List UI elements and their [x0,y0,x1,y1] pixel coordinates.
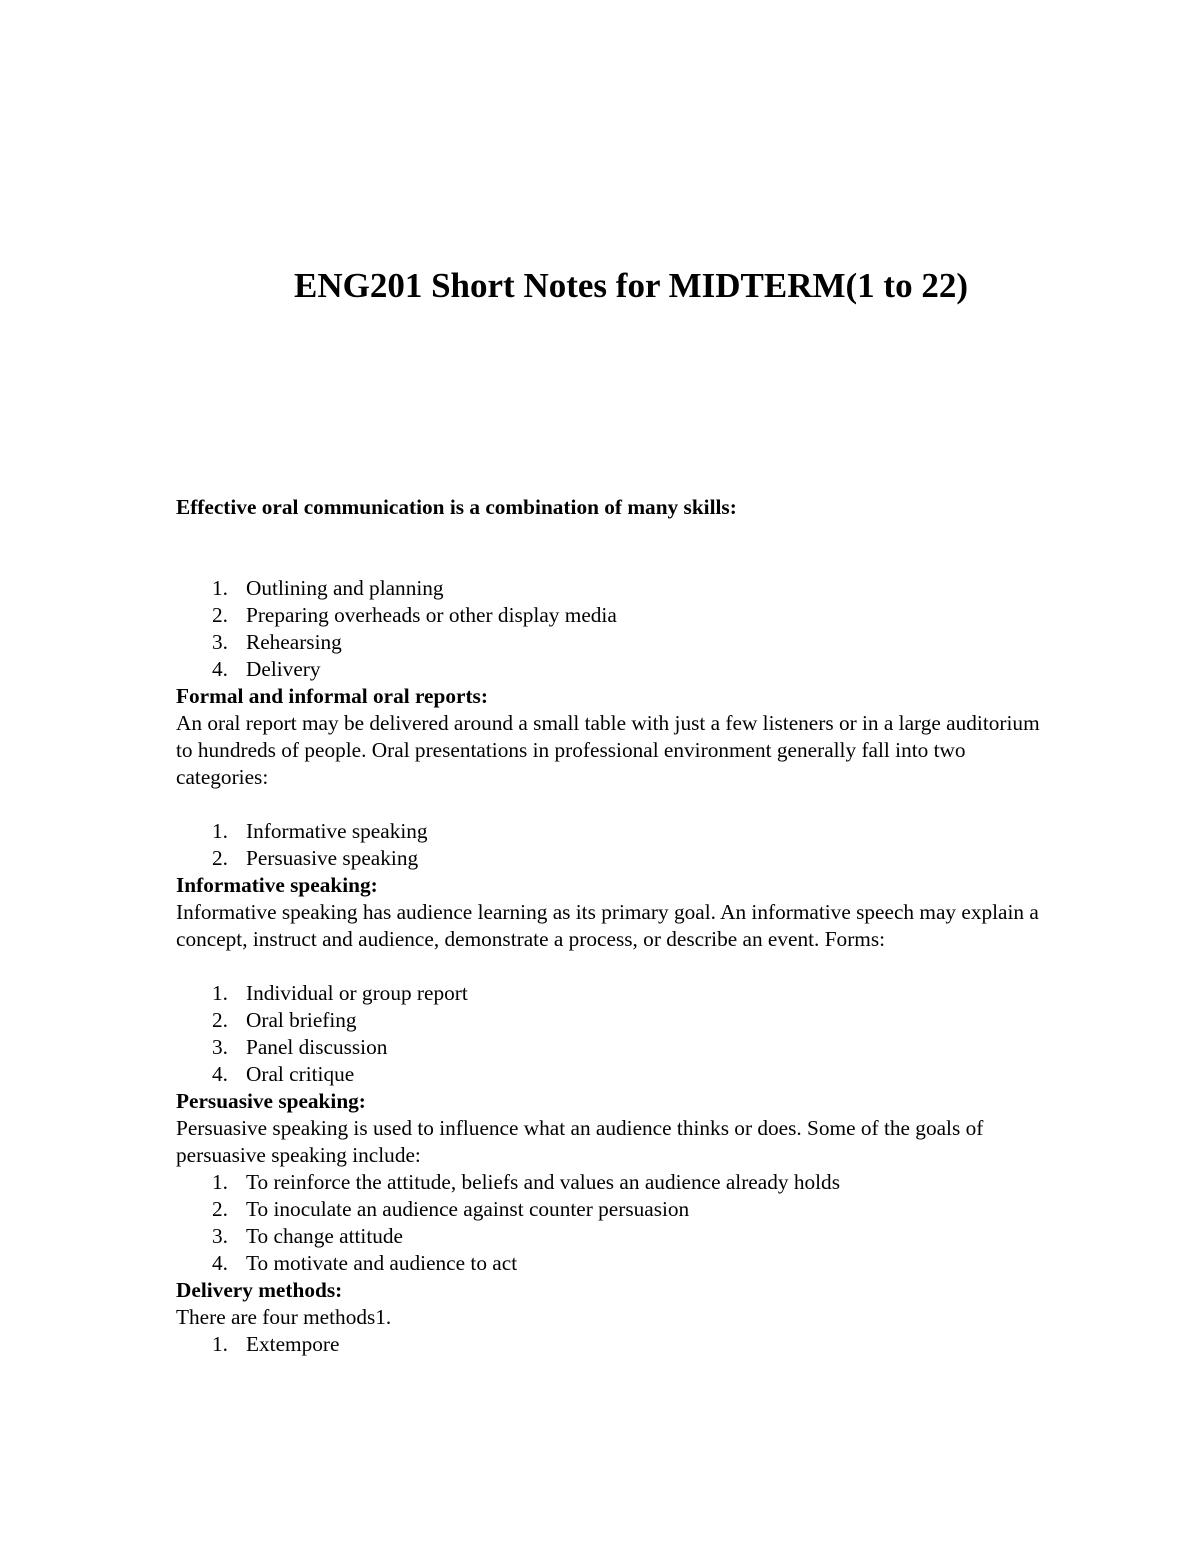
list-item-text: Outlining and planning [246,576,444,600]
list-item [176,980,1056,1007]
section-paragraph-persuasive: Persuasive speaking is used to influence what an audience thinks or does. Some of the goals of persuasive speaking include: [176,1116,984,1167]
list-item-text: Oral briefing [246,1008,357,1032]
section-heading-persuasive: Persuasive speaking: [176,1089,366,1113]
list-item [176,1331,1056,1358]
list-number: 4. [212,657,228,681]
list-item [176,845,1056,872]
list-item-text: To change attitude [246,1224,403,1248]
list-number: 2. [212,1197,228,1221]
list-item [176,1196,1056,1223]
goals-list [176,1169,1056,1277]
list-item-text: Informative speaking [246,819,428,843]
section-heading-informative: Informative speaking: [176,873,378,897]
list-item [176,818,1056,845]
section-heading-delivery: Delivery methods: [176,1278,343,1302]
forms-list [176,980,1056,1088]
list-item [176,1034,1056,1061]
list-item [176,1223,1056,1250]
list-number: 1. [212,1332,228,1356]
list-item [176,629,1056,656]
list-item [176,656,1056,683]
section-paragraph-informative: Informative speaking has audience learning as its primary goal. An informative speech may explain a concept, instruct and audience, demonstrate a process, or describe an event. Forms: [176,900,1039,951]
list-item-text: Individual or group report [246,981,468,1005]
list-item [176,575,1056,602]
section-paragraph-oral-reports: An oral report may be delivered around a small table with just a few listeners or in a large auditorium to hundreds of people. Oral presentations in professional environment generally fall into two categories: [176,711,1040,789]
list-item-text: Oral critique [246,1062,355,1086]
list-number: 1. [212,819,228,843]
list-number: 3. [212,630,228,654]
list-number: 3. [212,1035,228,1059]
skills-list [176,575,1056,683]
list-item [176,1007,1056,1034]
list-item-text: To inoculate an audience against counter persuasion [246,1197,690,1221]
section-paragraph-delivery: There are four methods1. [176,1305,392,1329]
list-item-text: Delivery [246,657,321,681]
list-number: 1. [212,576,228,600]
list-item-text: Extempore [246,1332,340,1356]
section-heading-skills: Effective oral communication is a combination of many skills: [176,495,737,519]
methods-list [176,1331,1056,1358]
list-number: 4. [212,1251,228,1275]
list-number: 2. [212,846,228,870]
list-item-text: To reinforce the attitude, beliefs and values an audience already holds [246,1170,840,1194]
list-number: 2. [212,603,228,627]
list-item-text: Panel discussion [246,1035,388,1059]
list-number: 2. [212,1008,228,1032]
list-number: 3. [212,1224,228,1248]
list-item-text: Persuasive speaking [246,846,419,870]
document-title: ENG201 Short Notes for MIDTERM(1 to 22) [293,266,968,305]
document-body [176,494,1056,1358]
list-item-text: Rehearsing [246,630,342,654]
list-item [176,602,1056,629]
section-heading-oral-reports: Formal and informal oral reports: [176,684,488,708]
categories-list [176,818,1056,872]
list-item-text: To motivate and audience to act [246,1251,518,1275]
list-item [176,1169,1056,1196]
list-number: 1. [212,981,228,1005]
list-number: 1. [212,1170,228,1194]
list-number: 4. [212,1062,228,1086]
list-item [176,1250,1056,1277]
list-item [176,1061,1056,1088]
list-item-text: Preparing overheads or other display media [246,603,617,627]
